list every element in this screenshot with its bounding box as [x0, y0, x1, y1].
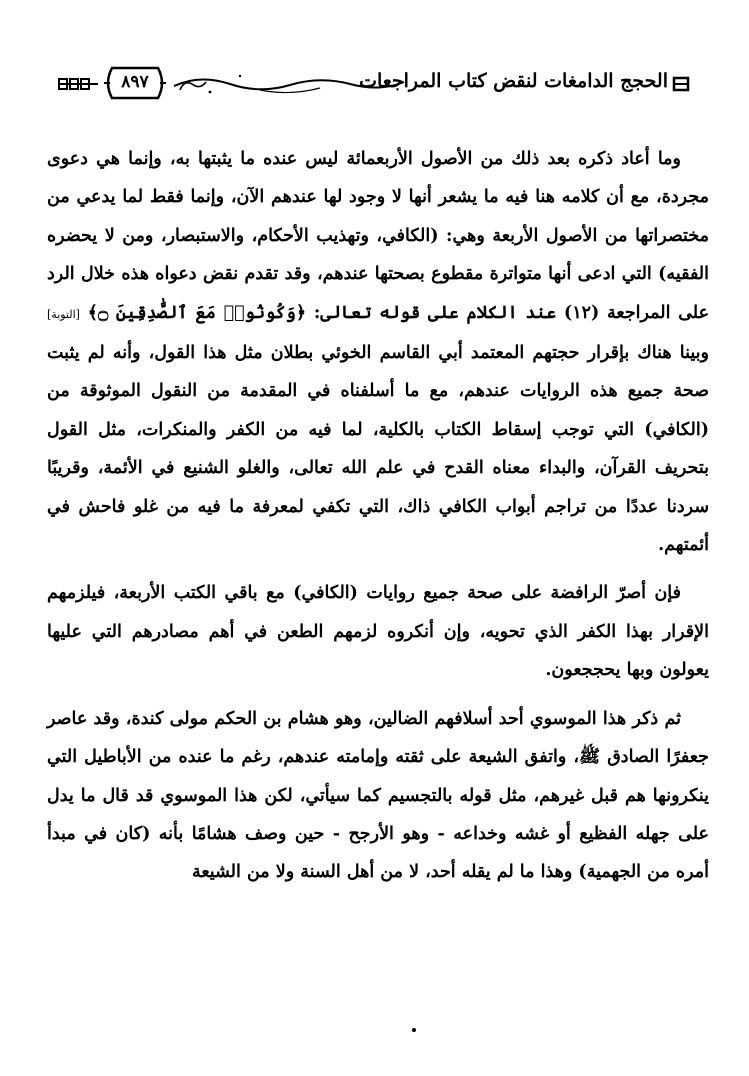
paragraph — [47, 140, 709, 564]
quran-verse: ﴿وَكُونُوا۟ مَعَ ٱلصَّٰدِقِينَ ۝﴾ — [87, 302, 307, 323]
page-dot — [412, 1028, 416, 1032]
right-ornament-icon — [672, 76, 690, 92]
surah-reference: [التوبة] — [47, 307, 80, 321]
body-text — [47, 140, 709, 892]
paragraph: ثم ذكر هذا الموسوي أحد أسلافهم الضالين، وهو هشام بن الحكم مولى كندة، وقد عاصر جعفرًا الصادق ﷺ، واتفق الشيعة على ثقته وإمامته عندهم، رغم ما عنده من الأباطيل التي ينكرونها هم قبل غيرهم، مثل قوله بالتجسيم كما سيأتي، لكن هذا الموسوي قد قال ما يدل على جهله الفظيع أو غشه وخداعه - وهو الأرجح - حين وصف هشامًا بأنه (كان في مبدأ أمره من الجهمية) وهذا ما لم يقله أحد، لا من أهل السنة ولا من الشيعة — [47, 708, 709, 883]
left-ornament-icon — [58, 76, 98, 92]
paragraph-text: وبينا هناك بإقرار حجتهم المعتمد أبي القاسم الخوئي بطلان مثل هذا القول، وأنه لم يثبت صحة جميع هذه الروايات عندهم، مع ما أسلفناه في المقدمة من النقول الموثوقة من (الكافي) التي توجب إسقاط الكتاب بالكلية، لما فيه من الكفر والمنكرات، مثل القول بتحريف القرآن، والبداء معناه القدح في علم الله تعالى، والغلو الشنيع في الأئمة، وقريبًا سردنا عددًا من تراجم أبواب الكافي ذاك، التي تكفي لمعرفة ما فيه من غلو فاحش في أئمتهم. — [47, 343, 709, 556]
paragraph-text: وما أعاد ذكره بعد ذلك من الأصول الأربعمائة ليس عنده ما يثبتها به، وإنما هي دعوى مجردة، مع أن كلامه هنا فيه ما يشعر أنها لا وجود لها عندهم الآن، وإنما فقط لما يدعي من مختصراتها من الأصول الأربعة وهي: (الكافي، وتهذيب الأحكام، والاستبصار، ومن لا يحضره الفقيه) التي ادعى أنها متواترة مقطوع بصحتها عندهم، وقد تقدم نقض دعواه هذه خلال الرد على المراجعة (١٢) عند الكلام على قوله تعالى: — [47, 149, 710, 323]
page-header — [58, 66, 690, 102]
paragraph: فإن أصرّ الرافضة على صحة جميع روايات (الكافي) مع باقي الكتب الأربعة، فيلزمهم الإقرار بهذا الكفر الذي تحويه، وإن أنكروه لزمهم الطعن في أهم مصادرهم التي عليها يعولون وبها يحججعون. — [47, 583, 709, 681]
header-title: الحجج الدامغات لنقض كتاب المراجعات — [359, 70, 668, 92]
page-number: ٨٩٧ — [121, 72, 149, 92]
